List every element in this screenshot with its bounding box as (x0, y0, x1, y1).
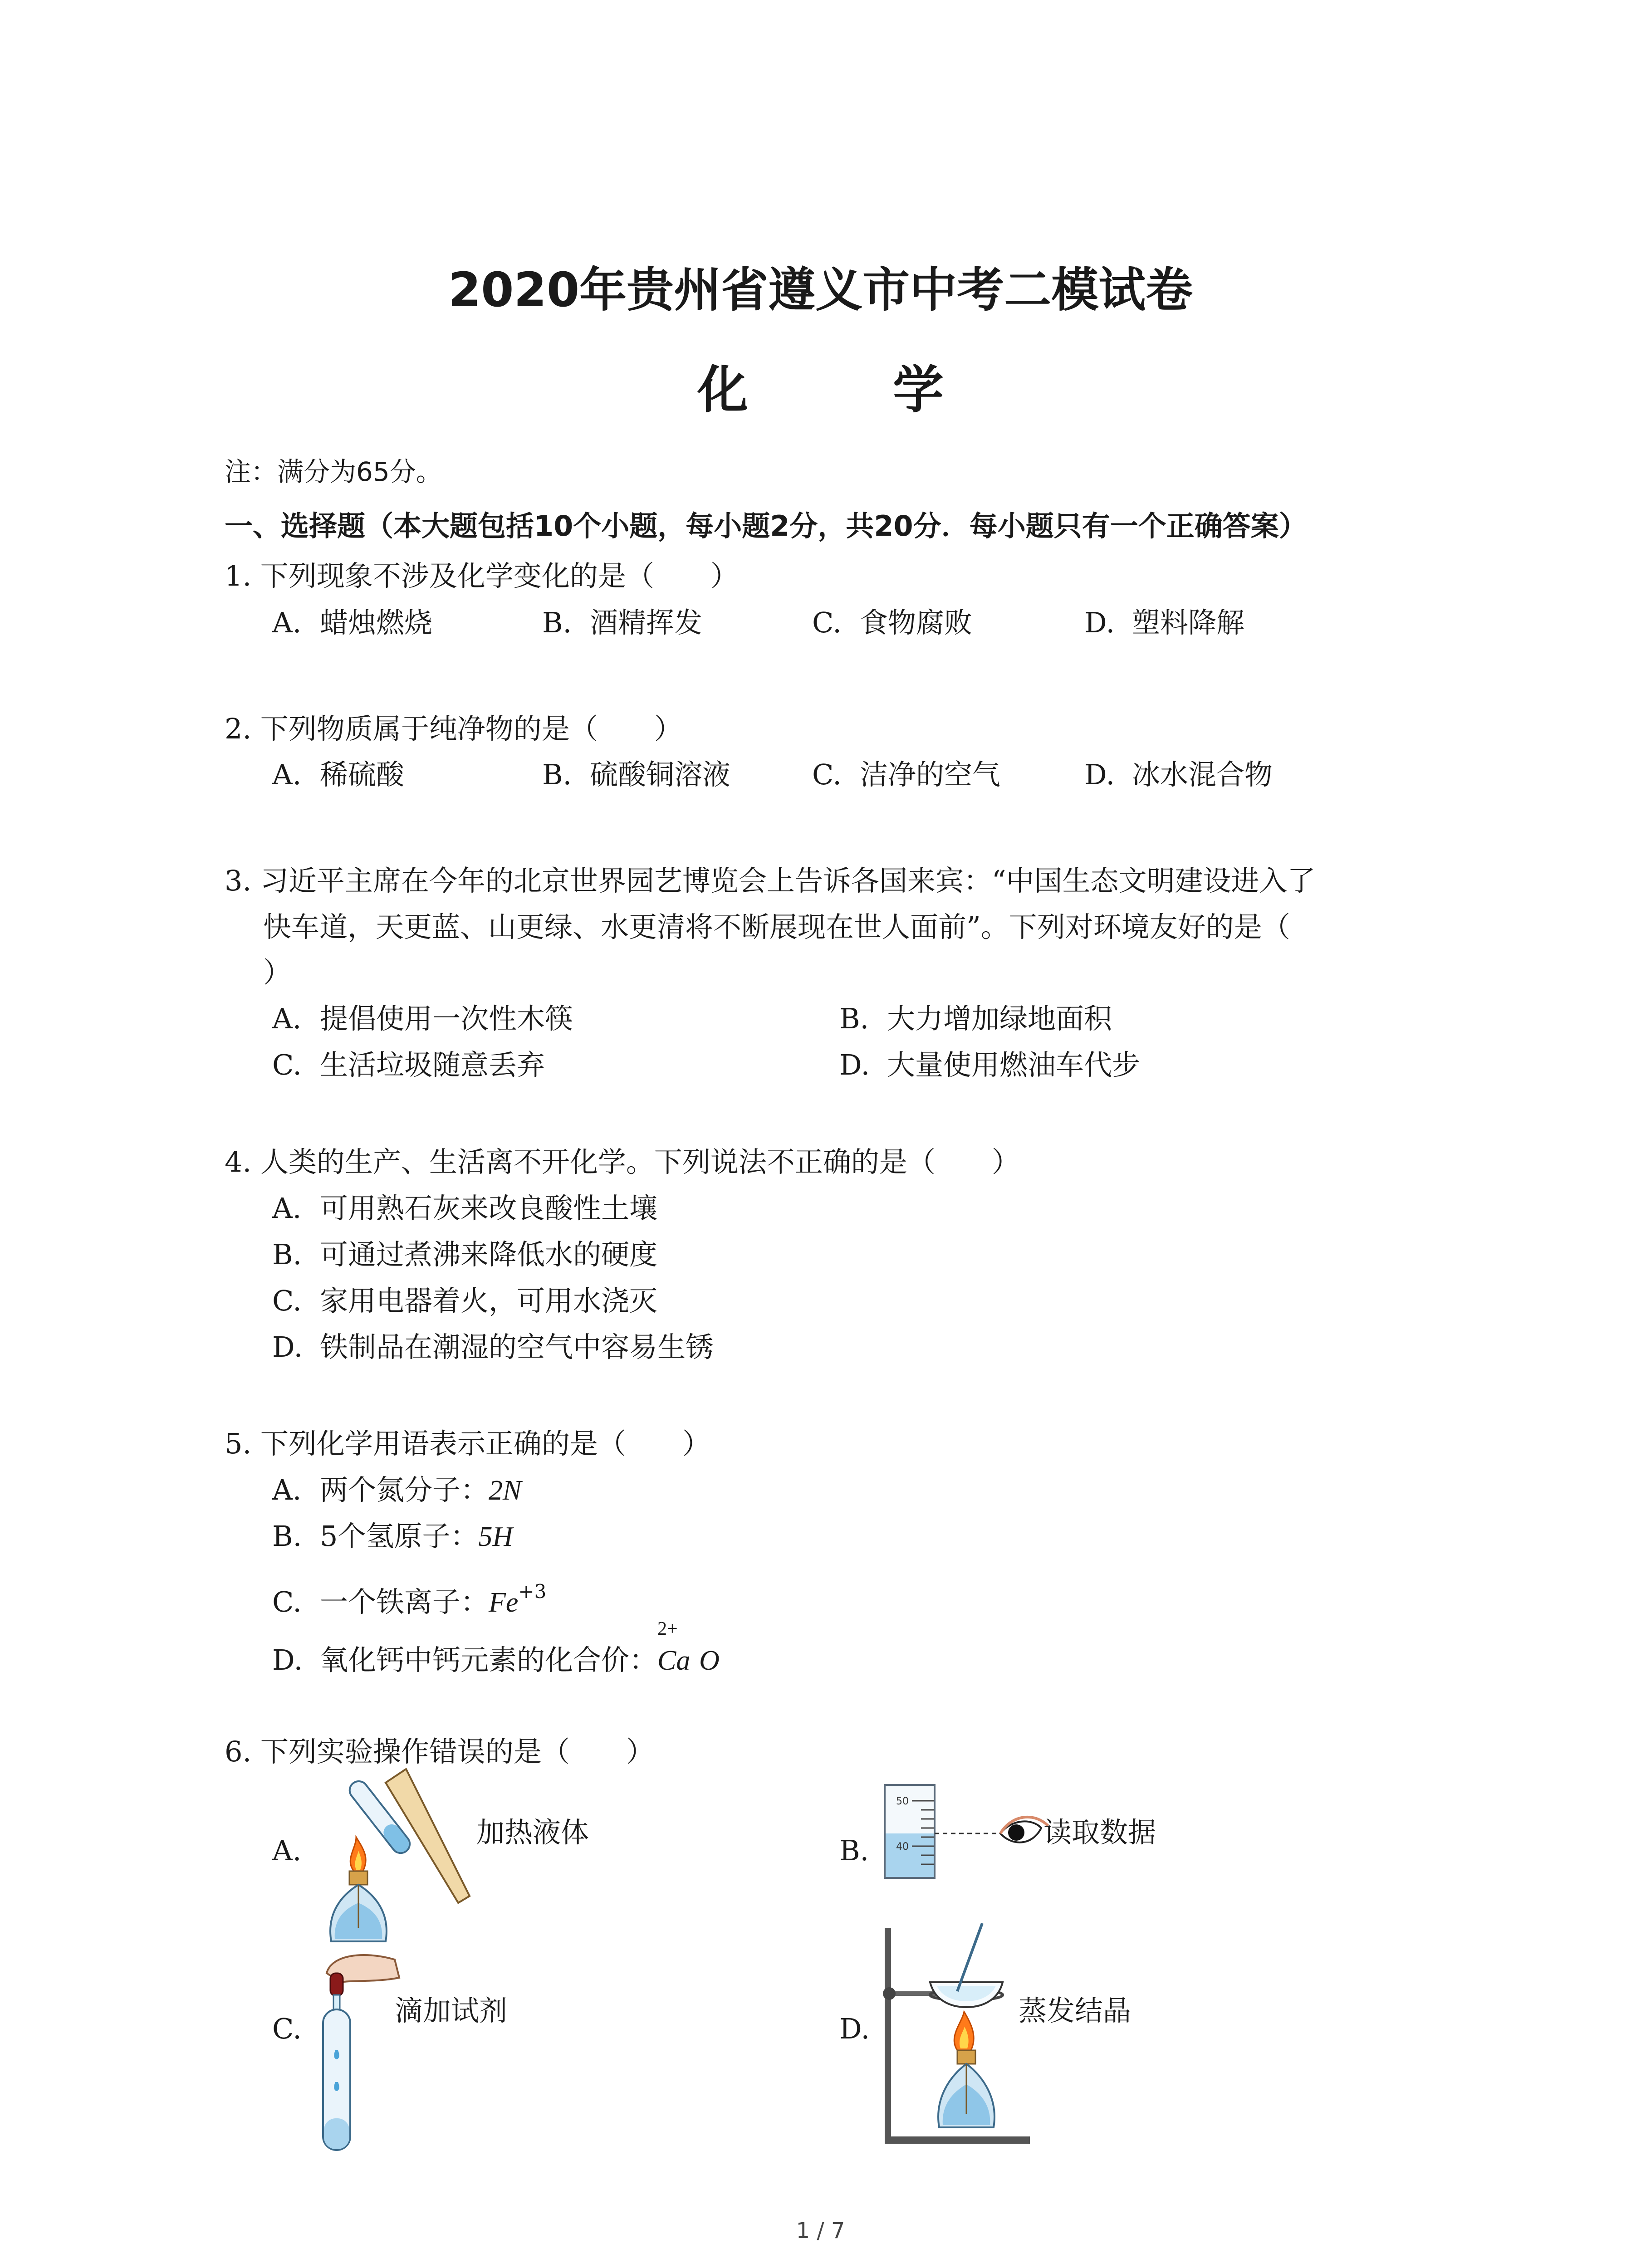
dropper-icon (313, 1946, 404, 2155)
question-2-option-a[interactable]: A. 稀硫酸 (272, 758, 405, 791)
page-number: 1 / 7 (796, 2218, 845, 2244)
question-6-stem: 6. 下列实验操作错误的是（ ） (225, 1735, 654, 1768)
question-1-option-b[interactable]: B. 酒精挥发 (542, 606, 703, 639)
formula: 5H (478, 1521, 513, 1552)
valence-mark: 2+ (657, 1618, 678, 1639)
cylinder-scale-50: 50 (896, 1796, 909, 1807)
question-2-option-d[interactable]: D. 冰水混合物 (1084, 758, 1273, 791)
question-6-option-c-letter[interactable]: C. (272, 2012, 302, 2045)
question-6-option-a-letter[interactable]: A. (272, 1834, 302, 1867)
formula: 2N (489, 1475, 522, 1506)
heating-liquid-icon (313, 1765, 485, 1955)
question-1-stem: 1. 下列现象不涉及化学变化的是（ ） (225, 559, 739, 592)
question-4-option-c[interactable]: C. 家用电器着火，可用水浇灭 (272, 1284, 658, 1317)
page-title: 2020年贵州省遵义市中考二模试卷 (448, 262, 1193, 318)
question-6-option-b-label: 读取数据 (1043, 1816, 1156, 1849)
question-1-option-d[interactable]: D. 塑料降解 (1084, 606, 1245, 639)
question-4-option-d[interactable]: D. 铁制品在潮湿的空气中容易生锈 (272, 1330, 714, 1364)
question-1-option-c[interactable]: C. 食物腐败 (812, 606, 973, 639)
question-2-option-b[interactable]: B. 硫酸铜溶液 (542, 758, 731, 791)
valence-formula: 2+ Ca (657, 1642, 690, 1679)
question-6-option-d-label: 蒸发结晶 (1019, 1994, 1132, 2027)
question-5-option-a[interactable]: A. 两个氮分子：2N (272, 1473, 522, 1506)
question-3-option-d[interactable]: D. 大量使用燃油车代步 (839, 1048, 1141, 1081)
question-4-option-a[interactable]: A. 可用熟石灰来改良酸性土壤 (272, 1192, 658, 1225)
question-6-option-d-letter[interactable]: D. (839, 2012, 870, 2045)
cylinder-scale-40: 40 (896, 1841, 909, 1853)
question-4-stem: 4. 人类的生产、生活离不开化学。下列说法不正确的是（ ） (225, 1145, 1020, 1178)
question-5-option-d[interactable]: D. 氧化钙中钙元素的化合价： 2+ Ca O (272, 1642, 720, 1679)
evaporation-icon (871, 1914, 1043, 2150)
question-3-stem-line-1: 3. 习近平主席在今年的北京世界园艺博览会上告诉各国来宾：“中国生态文明建设进入了 (225, 864, 1316, 897)
question-5-option-c[interactable]: C. 一个铁离子：$Fe^{+3}$ (272, 1580, 547, 1618)
read-cylinder-icon (876, 1783, 1066, 1882)
question-5-option-b[interactable]: B. 5个氢原子：5H (272, 1520, 513, 1553)
question-3-stem-line-3: ） (263, 956, 292, 989)
question-1-option-a[interactable]: A. 蜡烛燃烧 (272, 606, 433, 639)
question-6-option-a-label: 加热液体 (476, 1816, 589, 1849)
question-2-stem: 2. 下列物质属于纯净物的是（ ） (225, 712, 682, 745)
subject-title: 化 学 (697, 361, 1007, 420)
score-note: 注：满分为65分。 (225, 456, 442, 487)
question-4-option-b[interactable]: B. 可通过煮沸来降低水的硬度 (272, 1238, 658, 1271)
question-6-option-c-label: 滴加试剂 (395, 1994, 508, 2027)
question-2-option-c[interactable]: C. 洁净的空气 (812, 758, 1001, 791)
question-6-option-b-letter[interactable]: B. (839, 1834, 869, 1867)
question-3-option-a[interactable]: A. 提倡使用一次性木筷 (272, 1002, 573, 1035)
question-5-stem: 5. 下列化学用语表示正确的是（ ） (225, 1427, 710, 1460)
question-3-option-b[interactable]: B. 大力增加绿地面积 (839, 1002, 1112, 1035)
question-3-option-c[interactable]: C. 生活垃圾随意丢弃 (272, 1048, 545, 1081)
formula: Fe (489, 1587, 519, 1618)
question-3-stem-line-2: 快车道，天更蓝、山更绿、水更清将不断展现在世人面前”。下列对环境友好的是（ (263, 910, 1290, 943)
charge-superscript: +3 (518, 1580, 547, 1603)
section-heading: 一、选择题（本大题包括10个小题，每小题2分，共20分．每小题只有一个正确答案） (225, 509, 1307, 543)
